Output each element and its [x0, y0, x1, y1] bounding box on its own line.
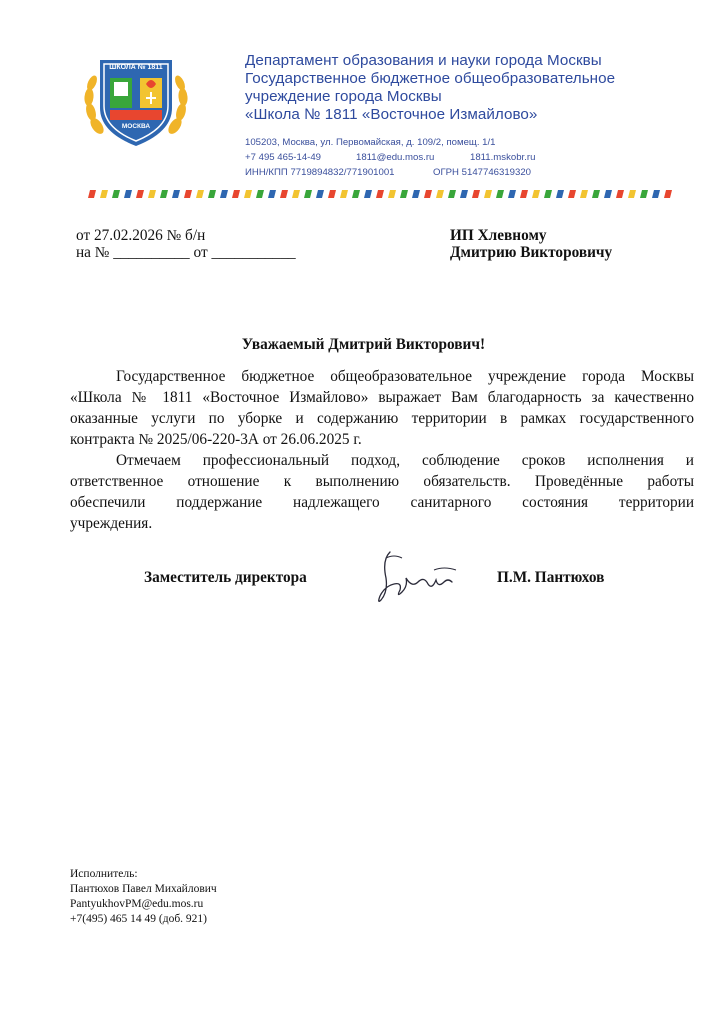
stripe-segment: [580, 190, 588, 198]
stripe-segment: [496, 190, 504, 198]
paragraph-2-line: Отмечаем профессиональный подход, соблюдение сроков исполнения и: [116, 452, 694, 469]
stripe-segment: [652, 190, 660, 198]
stripe-segment: [460, 190, 468, 198]
header-email: 1811@edu.mos.ru: [356, 152, 435, 163]
school-emblem-icon: [80, 46, 192, 156]
paragraph-1-line: контракта № 2025/06-220-3А от 26.06.2025 г.: [70, 431, 362, 448]
recipient-line-1: ИП Хлевному: [450, 227, 547, 244]
stripe-segment: [244, 190, 252, 198]
paragraph-2-line: учреждения.: [70, 515, 153, 532]
stripe-segment: [592, 190, 600, 198]
logo-school-label: ШКОЛА № 1811: [109, 64, 163, 71]
header-org-title: Государственное бюджетное общеобразовательное: [245, 70, 616, 87]
header-color-stripe: [88, 190, 672, 198]
paragraph-2: [70, 450, 694, 534]
header-org-title-2: учреждение города Москвы: [245, 88, 442, 105]
paragraph-1-line: «Школа № 1811 «Восточное Измайлово» выражает Вам благодарность за качественно: [70, 389, 694, 406]
executor-label: Исполнитель:: [70, 868, 138, 880]
doc-reference-line: на № __________ от ___________: [76, 244, 296, 261]
stripe-segment: [112, 190, 120, 198]
header-inn: ИНН/КПП 7719894832/771901001: [245, 167, 395, 178]
stripe-segment: [388, 190, 396, 198]
stripe-segment: [364, 190, 372, 198]
header-address: 105203, Москва, ул. Первомайская, д. 109/2, помещ. 1/1: [245, 137, 496, 148]
stripe-segment: [256, 190, 264, 198]
stripe-segment: [664, 190, 672, 198]
paragraph-1-line: Государственное бюджетное общеобразовательное учреждение города Москвы: [116, 368, 694, 385]
header-ogrn: ОГРН 5147746319320: [433, 167, 532, 178]
paragraph-2-line: обеспечили поддержание надлежащего санитарного состояния территории: [70, 494, 694, 511]
stripe-segment: [616, 190, 624, 198]
stripe-segment: [328, 190, 336, 198]
stripe-segment: [196, 190, 204, 198]
stripe-segment: [172, 190, 180, 198]
school-logo: [80, 46, 192, 156]
stripe-segment: [520, 190, 528, 198]
stripe-segment: [292, 190, 300, 198]
stripe-segment: [376, 190, 384, 198]
executor-phone: +7(495) 465 14 49 (доб. 921): [70, 913, 208, 925]
stripe-segment: [436, 190, 444, 198]
doc-date-line: от 27.02.2026 № б/н: [76, 227, 206, 244]
handwritten-signature-icon: [372, 548, 462, 606]
stripe-segment: [124, 190, 132, 198]
header-phone: +7 495 465-14-49: [245, 152, 322, 163]
executor-email: PantyukhovPM@edu.mos.ru: [70, 898, 204, 910]
stripe-segment: [508, 190, 516, 198]
stripe-segment: [148, 190, 156, 198]
stripe-segment: [280, 190, 288, 198]
paragraph-1-line: оказанные услуги по уборке и содержанию территории в рамках государственного: [70, 410, 694, 427]
stripe-segment: [88, 190, 96, 198]
signatory-position: Заместитель директора: [144, 569, 307, 586]
stripe-segment: [208, 190, 216, 198]
stripe-segment: [484, 190, 492, 198]
stripe-segment: [628, 190, 636, 198]
stripe-segment: [316, 190, 324, 198]
stripe-segment: [220, 190, 228, 198]
stripe-segment: [100, 190, 108, 198]
stripe-segment: [424, 190, 432, 198]
stripe-segment: [532, 190, 540, 198]
executor-name: Пантюхов Павел Михайлович: [70, 883, 217, 895]
stripe-segment: [268, 190, 276, 198]
header-site: 1811.mskobr.ru: [470, 152, 536, 163]
stripe-segment: [604, 190, 612, 198]
stripe-segment: [184, 190, 192, 198]
stripe-segment: [232, 190, 240, 198]
stripe-segment: [304, 190, 312, 198]
paragraph-2-line: ответственное отношение к выполнению обязательств. Проведённые работы: [70, 473, 694, 490]
stripe-segment: [352, 190, 360, 198]
stripe-segment: [640, 190, 648, 198]
stripe-segment: [544, 190, 552, 198]
stripe-segment: [472, 190, 480, 198]
stripe-segment: [340, 190, 348, 198]
stripe-segment: [556, 190, 564, 198]
paragraph-1: [70, 366, 694, 450]
stripe-segment: [412, 190, 420, 198]
header-dept-title: Департамент образования и науки города Москвы: [245, 52, 602, 69]
stripe-segment: [160, 190, 168, 198]
signatory-name: П.М. Пантюхов: [497, 569, 605, 586]
stripe-segment: [568, 190, 576, 198]
logo-city-label: МОСКВА: [121, 123, 151, 130]
stripe-segment: [448, 190, 456, 198]
header-school-name: «Школа № 1811 «Восточное Измайлово»: [245, 106, 538, 123]
recipient-line-2: Дмитрию Викторовичу: [450, 244, 613, 261]
stripe-segment: [400, 190, 408, 198]
stripe-segment: [136, 190, 144, 198]
salutation: Уважаемый Дмитрий Викторович!: [241, 336, 486, 353]
